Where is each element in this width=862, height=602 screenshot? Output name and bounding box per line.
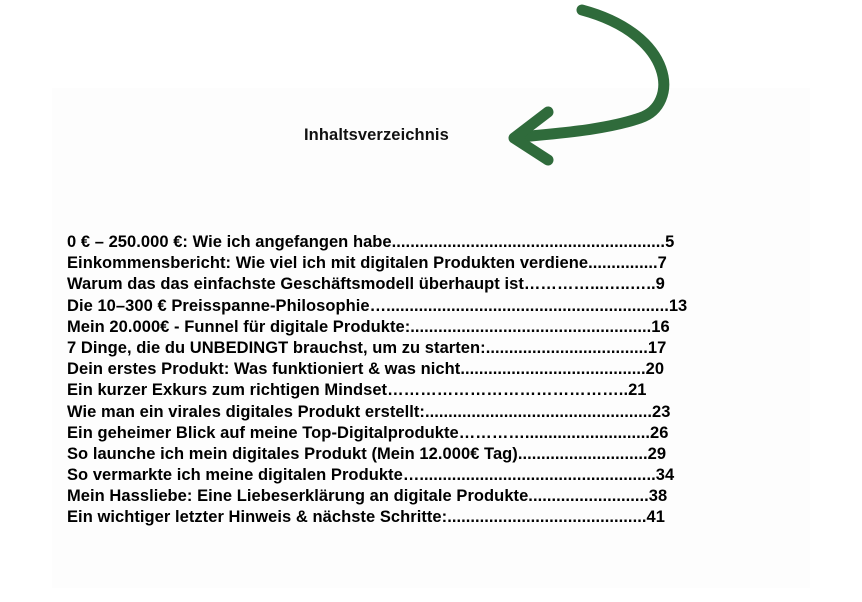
toc-entry: Ein geheimer Blick auf meine Top-Digitalprodukte…………...........................26 bbox=[67, 423, 669, 442]
toc-entry: Einkommensbericht: Wie viel ich mit digitalen Produkten verdiene...............7 bbox=[67, 254, 667, 273]
toc-list bbox=[67, 232, 687, 529]
toc-entry: Ein kurzer Exkurs zum richtigen Mindset……………………………………..21 bbox=[67, 381, 647, 400]
toc-entry: Dein erstes Produkt: Was funktioniert & was nicht........................................20 bbox=[67, 360, 665, 379]
curved-arrow-left-icon bbox=[490, 0, 690, 175]
toc-entry: Die 10–300 € Preisspanne-Philosophie….............................................................13 bbox=[67, 296, 688, 315]
toc-entry: Mein 20.000€ - Funnel für digitale Produkte:....................................................16 bbox=[67, 317, 670, 336]
toc-entry: So launche ich mein digitales Produkt (Mein 12.000€ Tag)............................29 bbox=[67, 444, 667, 463]
toc-entry: Wie man ein virales digitales Produkt erstellt:.................................................23 bbox=[67, 402, 671, 421]
toc-entry: 7 Dinge, die du UNBEDINGT brauchst, um zu starten:...................................17 bbox=[67, 338, 667, 357]
toc-entry: So vermarkte ich meine digitalen Produkte…...................................................34 bbox=[67, 466, 675, 485]
toc-entry: Mein Hassliebe: Eine Liebeserklärung an digitale Produkte..........................38 bbox=[67, 487, 668, 506]
toc-entry: Warum das das einfachste Geschäftsmodell überhaupt ist…………...…..…..9 bbox=[67, 275, 665, 294]
toc-entry: 0 € – 250.000 €: Wie ich angefangen habe...........................................................5 bbox=[67, 233, 675, 251]
toc-title: Inhaltsverzeichnis bbox=[304, 126, 449, 144]
toc-entry: Ein wichtiger letzter Hinweis & nächste Schritte:...........................................41 bbox=[67, 508, 665, 527]
